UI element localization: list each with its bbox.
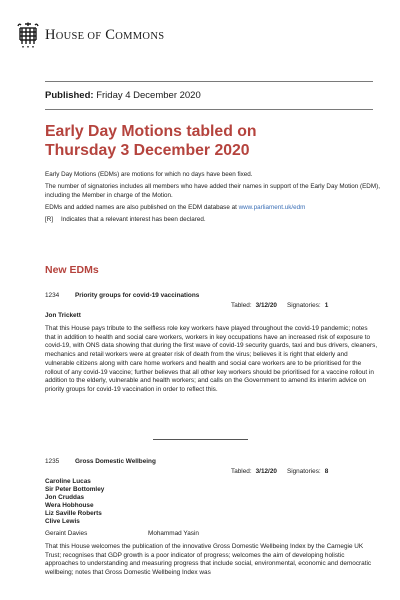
sponsor-list	[45, 478, 378, 526]
supporter-list	[45, 530, 378, 538]
entry-divider	[153, 439, 248, 440]
sponsor-name: Liz Saville Roberts	[45, 510, 102, 517]
tabled-date: 3/12/20	[255, 468, 277, 475]
edm-title: Priority groups for covid-19 vaccinations	[75, 292, 200, 299]
published-label: Published:	[45, 90, 94, 101]
sponsor-list	[45, 312, 378, 320]
published-line	[45, 90, 201, 101]
edm-text: That this House pays tribute to the selfless role key workers have played throughout the covid-19 pandemic; notes that in addition to health and social care workers, workers in key occupations have an increased risk of exposure to covid-19, with ONS data showing that during the first wave of covid-19 security guards, taxi and bus drivers, cleaners, mechanics and retail workers were at greater risk of death from the virus; believes it is right that elderly and vulnerable citizens along with care home workers and health and social care workers are to be prioritised for the rollout of any covid-19 vaccine; further believes that all other key workers should be prioritised for a vaccine rollout in addition to the elderly, vulnerable and health workers; and calls on the Government to amend its interim advice on priority groups for covid-19 vaccination in order to reflect this.	[45, 325, 378, 393]
sponsor-name: Caroline Lucas	[45, 478, 91, 485]
published-date: Friday 4 December 2020	[96, 90, 201, 101]
signatories-count: 8	[324, 468, 329, 475]
page-title: Early Day Motions tabled on Thursday 3 December 2020	[45, 123, 257, 159]
edm-entry	[45, 458, 378, 578]
section-heading-new-edms: New EDMs	[45, 264, 99, 276]
intro-paragraph: EDMs and added names are also published on the EDM database at www.parliament.uk/edm	[45, 203, 306, 211]
house-of-commons-title: HOUSE OF COMMONS	[45, 26, 165, 43]
edm-number: 1234	[45, 292, 60, 299]
edm-title: Gross Domestic Wellbeing	[75, 458, 156, 465]
portcullis-icon	[17, 22, 39, 48]
edm-text: That this House welcomes the publication of the innovative Gross Domestic Wellbeing Index by the Carnegie UK Trust; recognises that GDP growth is a poor indicator of progress; welcomes the aim of developing holistic approaches to understanding and measuring progress that include social, environmental, economic and democratic wellbeing; notes that Gross Domestic Wellbeing Index was	[45, 543, 372, 577]
intro-paragraph: The number of signatories includes all members who have added their names in support of the Early Day Motion (EDM), including the Member in charge of the Motion.	[45, 182, 380, 199]
edm-meta: Tabled: 3/12/20 Signatories: 8	[231, 468, 329, 475]
edm-meta: Tabled: 3/12/20 Signatories: 1	[231, 302, 329, 309]
interest-marker: [R]	[45, 215, 54, 223]
sponsor-name: Jon Cruddas	[45, 494, 85, 501]
supporter-name: Geraint Davies	[45, 530, 88, 537]
tabled-date: 3/12/20	[255, 302, 277, 309]
supporter-name: Mohammad Yasin	[148, 530, 199, 537]
edm-entry	[45, 292, 378, 395]
intro-paragraph: Early Day Motions (EDMs) are motions for which no days have been fixed.	[45, 171, 253, 178]
sponsor-name: Sir Peter Bottomley	[45, 486, 105, 493]
signatories-count: 1	[324, 302, 329, 309]
intro-paragraph: [R] Indicates that a relevant interest has been declared.	[45, 215, 206, 223]
sponsor-name: Wera Hobhouse	[45, 502, 94, 509]
middle-rule	[45, 109, 373, 110]
intro-notes	[45, 171, 380, 228]
sponsor-name: Jon Trickett	[45, 312, 81, 319]
sponsor-name: Clive Lewis	[45, 518, 80, 525]
header	[17, 22, 164, 48]
edm-database-link[interactable]: www.parliament.uk/edm	[238, 203, 306, 211]
top-rule	[45, 81, 373, 82]
edm-number: 1235	[45, 458, 60, 465]
